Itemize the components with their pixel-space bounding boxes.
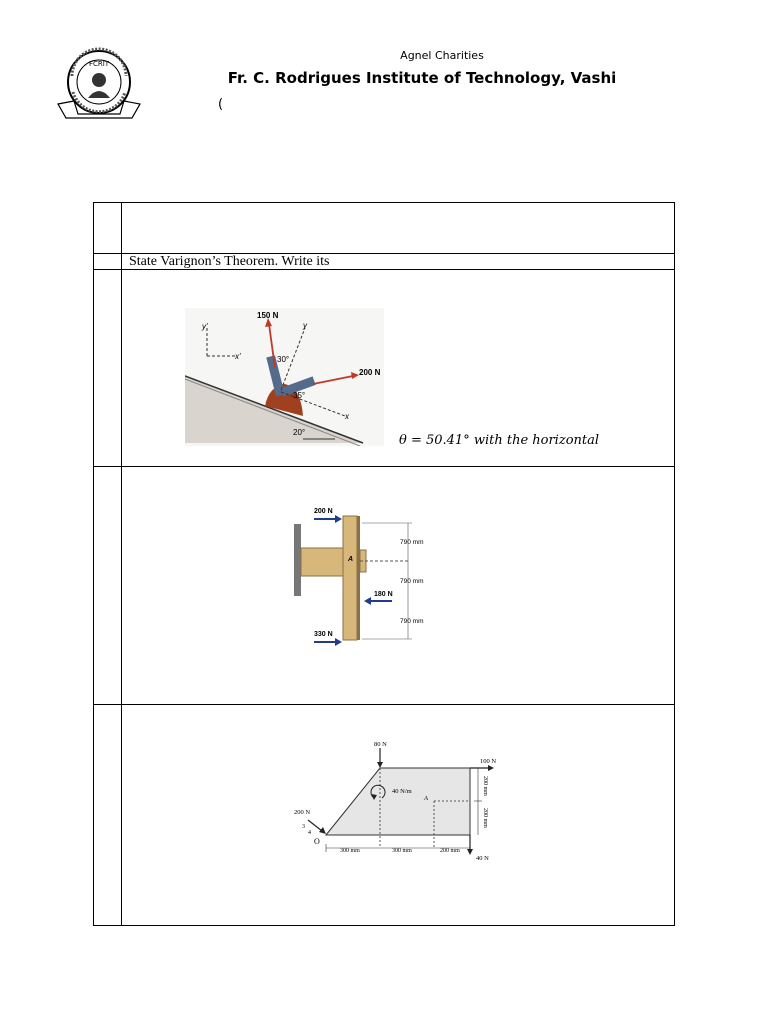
question-cell xyxy=(122,270,675,467)
answer-text: θ = 50.41° with the horizontal xyxy=(399,433,600,448)
force-150-label: 150 N xyxy=(257,311,279,320)
vdim-2-label: 200 mm xyxy=(482,808,488,828)
table-row xyxy=(94,270,675,467)
force-200-label: 200 N xyxy=(359,368,381,377)
angle-35-label: 35° xyxy=(293,391,306,400)
point-a-label: A xyxy=(424,795,428,802)
dim-2-label: 300 mm xyxy=(392,848,412,854)
dim-1-label: 790 mm xyxy=(400,539,424,546)
label-x-prime: x' xyxy=(235,352,241,361)
force-top-label: 200 N xyxy=(314,508,333,515)
moment-label: 40 N/m xyxy=(392,788,412,795)
dim-2-label: 790 mm xyxy=(400,578,424,585)
question-number-cell xyxy=(94,705,122,926)
table-row xyxy=(94,203,675,254)
question-text: State Varignon’s Theorem. Write its xyxy=(129,254,330,269)
force-bottom-label: 40 N xyxy=(476,855,489,862)
org-name: Agnel Charities xyxy=(400,49,484,62)
force-right-label: 100 N xyxy=(480,758,497,765)
question-cell xyxy=(122,203,675,254)
institute-name: Fr. C. Rodrigues Institute of Technology, Vashi xyxy=(227,69,617,87)
label-y: y xyxy=(303,321,307,330)
table-row xyxy=(94,705,675,926)
incline-force-figure xyxy=(185,308,384,446)
question-table xyxy=(93,202,675,926)
question-number-cell xyxy=(94,467,122,705)
question-number-cell xyxy=(94,254,122,270)
ratio-4-label: 4 xyxy=(308,830,311,836)
plate-force-figure xyxy=(294,738,509,864)
force-top-label: 80 N xyxy=(374,741,387,748)
force-mid-label: 180 N xyxy=(374,591,393,598)
question-cell xyxy=(122,254,675,270)
question-number-cell xyxy=(94,203,122,254)
origin-label: O xyxy=(314,837,320,846)
table-row xyxy=(94,467,675,705)
question-cell xyxy=(122,705,675,926)
label-y-prime: y' xyxy=(202,322,208,331)
post-force-figure xyxy=(292,502,442,648)
vdim-1-label: 200 mm xyxy=(482,776,488,796)
force-bottom-label: 330 N xyxy=(314,631,333,638)
label-x: x xyxy=(345,412,349,421)
force-left-label: 200 N xyxy=(294,809,311,816)
logo-abbrev: FCRIT xyxy=(88,60,110,68)
dim-3-label: 790 mm xyxy=(400,618,424,625)
header-paren: ( xyxy=(218,97,224,112)
angle-30-label: 30° xyxy=(277,355,290,364)
dim-3-label: 200 mm xyxy=(440,848,460,854)
ratio-3-label: 3 xyxy=(302,824,305,830)
point-a-label: A xyxy=(348,556,354,563)
angle-20-label: 20° xyxy=(293,428,306,437)
question-cell xyxy=(122,467,675,705)
question-number-cell xyxy=(94,270,122,467)
table-row xyxy=(94,254,675,270)
dim-1-label: 300 mm xyxy=(340,848,360,854)
institute-logo xyxy=(56,46,142,126)
